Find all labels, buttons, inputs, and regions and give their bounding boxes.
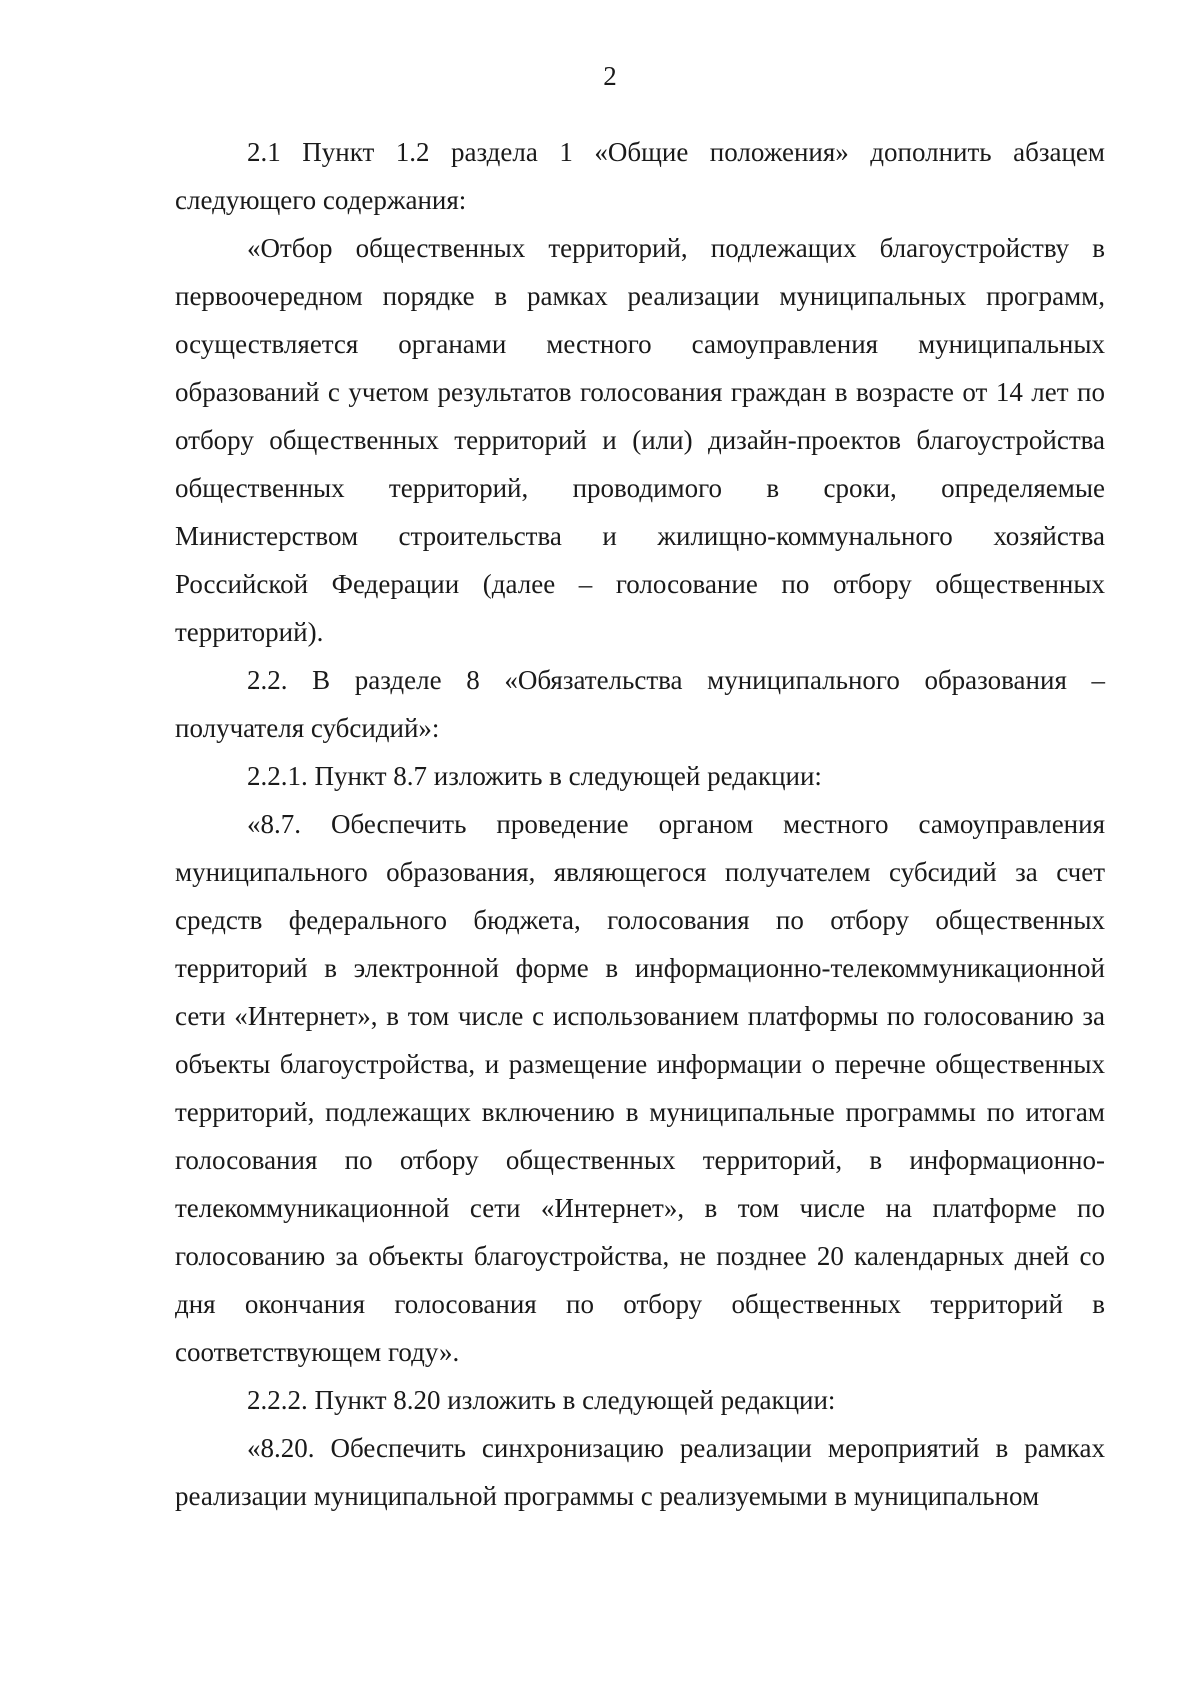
- paragraph-quote-8-20: «8.20. Обеспечить синхронизацию реализации мероприятий в рамках реализации муниципальной программы с реализуемыми в муниципальном: [175, 1433, 1105, 1511]
- paragraph-2-2-1: 2.2.1. Пункт 8.7 изложить в следующей редакции:: [247, 761, 822, 791]
- paragraph-2-2: 2.2. В разделе 8 «Обязательства муниципального образования – получателя субсидий»:: [175, 665, 1105, 743]
- paragraph-quote-8-7: «8.7. Обеспечить проведение органом местного самоуправления муниципального образования, являющегося получателем субсидий за счет средств федерального бюджета, голосования по отбору общественных территорий в электронной форме в информационно-телекоммуникационной сети «Интернет», в том числе с использованием платформы по голосованию за объекты благоустройства, и размещение информации о перечне общественных территорий, подлежащих включению в муниципальные программы по итогам голосования по отбору общественных территорий, в информационно-телекоммуникационной сети «Интернет», в том числе на платформе по голосованию за объекты благоустройства, не позднее 20 календарных дней со дня окончания голосования по отбору общественных территорий в соответствующем году».: [175, 809, 1105, 1367]
- paragraph-2-1: 2.1 Пункт 1.2 раздела 1 «Общие положения» дополнить абзацем следующего содержания:: [175, 137, 1105, 215]
- page-number: 2: [603, 61, 617, 91]
- document-body: [175, 128, 1105, 1520]
- paragraph-quote-selection: «Отбор общественных территорий, подлежащих благоустройству в первоочередном порядке в рамках реализации муниципальных программ, осуществляется органами местного самоуправления муниципальных образований с учетом результатов голосования граждан в возрасте от 14 лет по отбору общественных территорий и (или) дизайн-проектов благоустройства общественных территорий, проводимого в сроки, определяемые Министерством строительства и жилищно-коммунального хозяйства Российской Федерации (далее – голосование по отбору общественных территорий).: [175, 233, 1105, 647]
- paragraph-2-2-2: 2.2.2. Пункт 8.20 изложить в следующей редакции:: [247, 1385, 836, 1415]
